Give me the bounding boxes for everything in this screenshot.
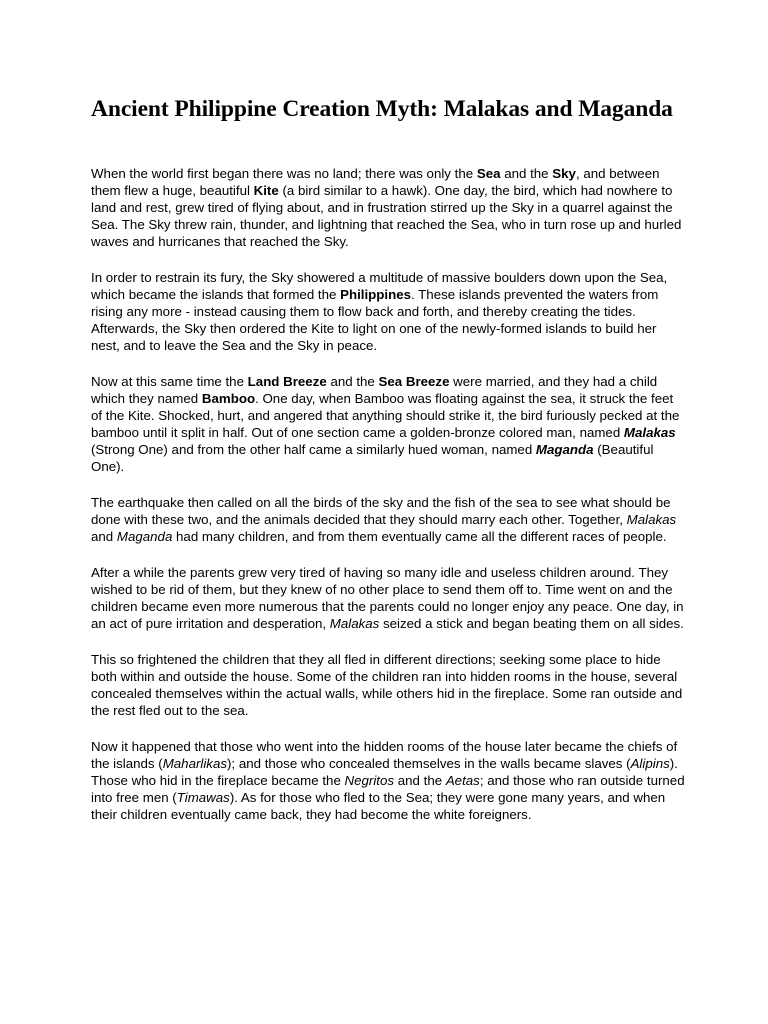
text-run: ); and those who concealed themselves in the walls became slaves (	[227, 756, 631, 771]
text-run: and the	[326, 374, 379, 389]
paragraph	[91, 738, 686, 823]
bold-term: Bamboo	[201, 391, 256, 406]
italic-term: Alipins	[630, 756, 670, 771]
text-run: When the world first began there was no land; there was only the	[91, 166, 477, 181]
text-run: and the	[500, 166, 553, 181]
paragraph	[91, 564, 686, 632]
text-run: were married, and they had a child which they named	[91, 374, 658, 406]
text-run: ). Those who hid in the fireplace became the	[91, 756, 678, 788]
text-run: Now it happened that those who went into the hidden rooms of the house later became the chiefs of the islands (	[91, 739, 678, 771]
bold-term: Sky	[552, 166, 576, 181]
text-run: and	[91, 529, 117, 544]
italic-term: Negritos	[344, 773, 395, 788]
text-run: . These islands prevented the waters from rising any more - instead causing them to flow back and forth, and thereby creating the tides. Afterwards, the Sky then ordered the Kite to light on one of the newly-formed islands to build her nest, and to leave the Sea and the Sky in peace.	[91, 287, 659, 353]
italic-term: Malakas	[329, 616, 380, 631]
bold-term: Sea	[476, 166, 501, 181]
text-run: , and between them flew a huge, beautiful	[91, 166, 660, 198]
emphasized-term-wrapper	[536, 442, 594, 457]
emphasized-term: Malakas	[623, 425, 676, 440]
text-run: (Beautiful One).	[91, 442, 654, 474]
text-run: ). As for those who fled to the Sea; they were gone many years, and when their children eventually came back, they had become the white foreigners.	[91, 790, 666, 822]
text-run: (Strong One) and from the other half came a similarly hued woman, named	[91, 442, 536, 457]
paragraph	[91, 373, 686, 475]
paragraph	[91, 494, 686, 545]
document-title: Ancient Philippine Creation Myth: Malakas and Maganda	[91, 96, 673, 122]
bold-term: Sea Breeze	[378, 374, 450, 389]
italic-term: Timawas	[176, 790, 230, 805]
paragraph	[91, 651, 686, 719]
text-run: ; and those who ran outside turned into free men (	[91, 773, 685, 805]
text-run: (a bird similar to a hawk). One day, the bird, which had nowhere to land and rest, grew tired of flying about, and in frustration stirred up the Sky in a quarrel against the Sea. The Sky threw rain, thunder, and lightning that reached the Sea, who in turn rose up and hurled waves and hurricanes that reached the Sky.	[91, 183, 682, 249]
italic-term: Aetas	[445, 773, 480, 788]
paragraph	[91, 165, 686, 250]
text-run: The earthquake then called on all the birds of the sky and the fish of the sea to see what should be done with these two, and the animals decided that they should marry each other. Together,	[91, 495, 671, 527]
bold-term: Kite	[253, 183, 279, 198]
document-page	[91, 94, 691, 842]
text-run: This so frightened the children that they all fled in different directions; seeking some place to hide both within and outside the house. Some of the children ran into hidden rooms in the house, several concealed themselves within the actual walls, while others hid in the fireplace. Some ran outside and the rest fled out to the sea.	[91, 652, 683, 718]
text-run: After a while the parents grew very tired of having so many idle and useless children around. They wished to be rid of them, but they knew of no other place to send them off to. Time went on and the children became even more numerous that the parents could no longer enjoy any peace. One day, in an act of pure irritation and desperation,	[91, 565, 684, 631]
paragraph	[91, 269, 686, 354]
text-run: had many children, and from them eventually came all the different races of people.	[172, 529, 667, 544]
italic-term: Malakas	[626, 512, 677, 527]
italic-term: Maharlikas	[162, 756, 227, 771]
bold-term: Philippines	[340, 287, 412, 302]
italic-term: Maganda	[116, 529, 173, 544]
emphasized-term: Maganda	[535, 442, 594, 457]
bold-term: Land Breeze	[247, 374, 327, 389]
text-run: In order to restrain its fury, the Sky showered a multitude of massive boulders down upon the Sea, which became the islands that formed the	[91, 270, 668, 302]
document-body	[91, 165, 691, 823]
text-run: . One day, when Bamboo was floating against the sea, it struck the feet of the Kite. Shocked, hurt, and angered that anything should strike it, the bird furiously pecked at the bamboo until it split in half. Out of one section came a golden-bronze colored man, named	[91, 391, 680, 440]
text-run: and the	[394, 773, 446, 788]
text-run: Now at this same time the	[91, 374, 248, 389]
emphasized-term-wrapper	[624, 425, 676, 440]
text-run: seized a stick and began beating them on all sides.	[379, 616, 684, 631]
